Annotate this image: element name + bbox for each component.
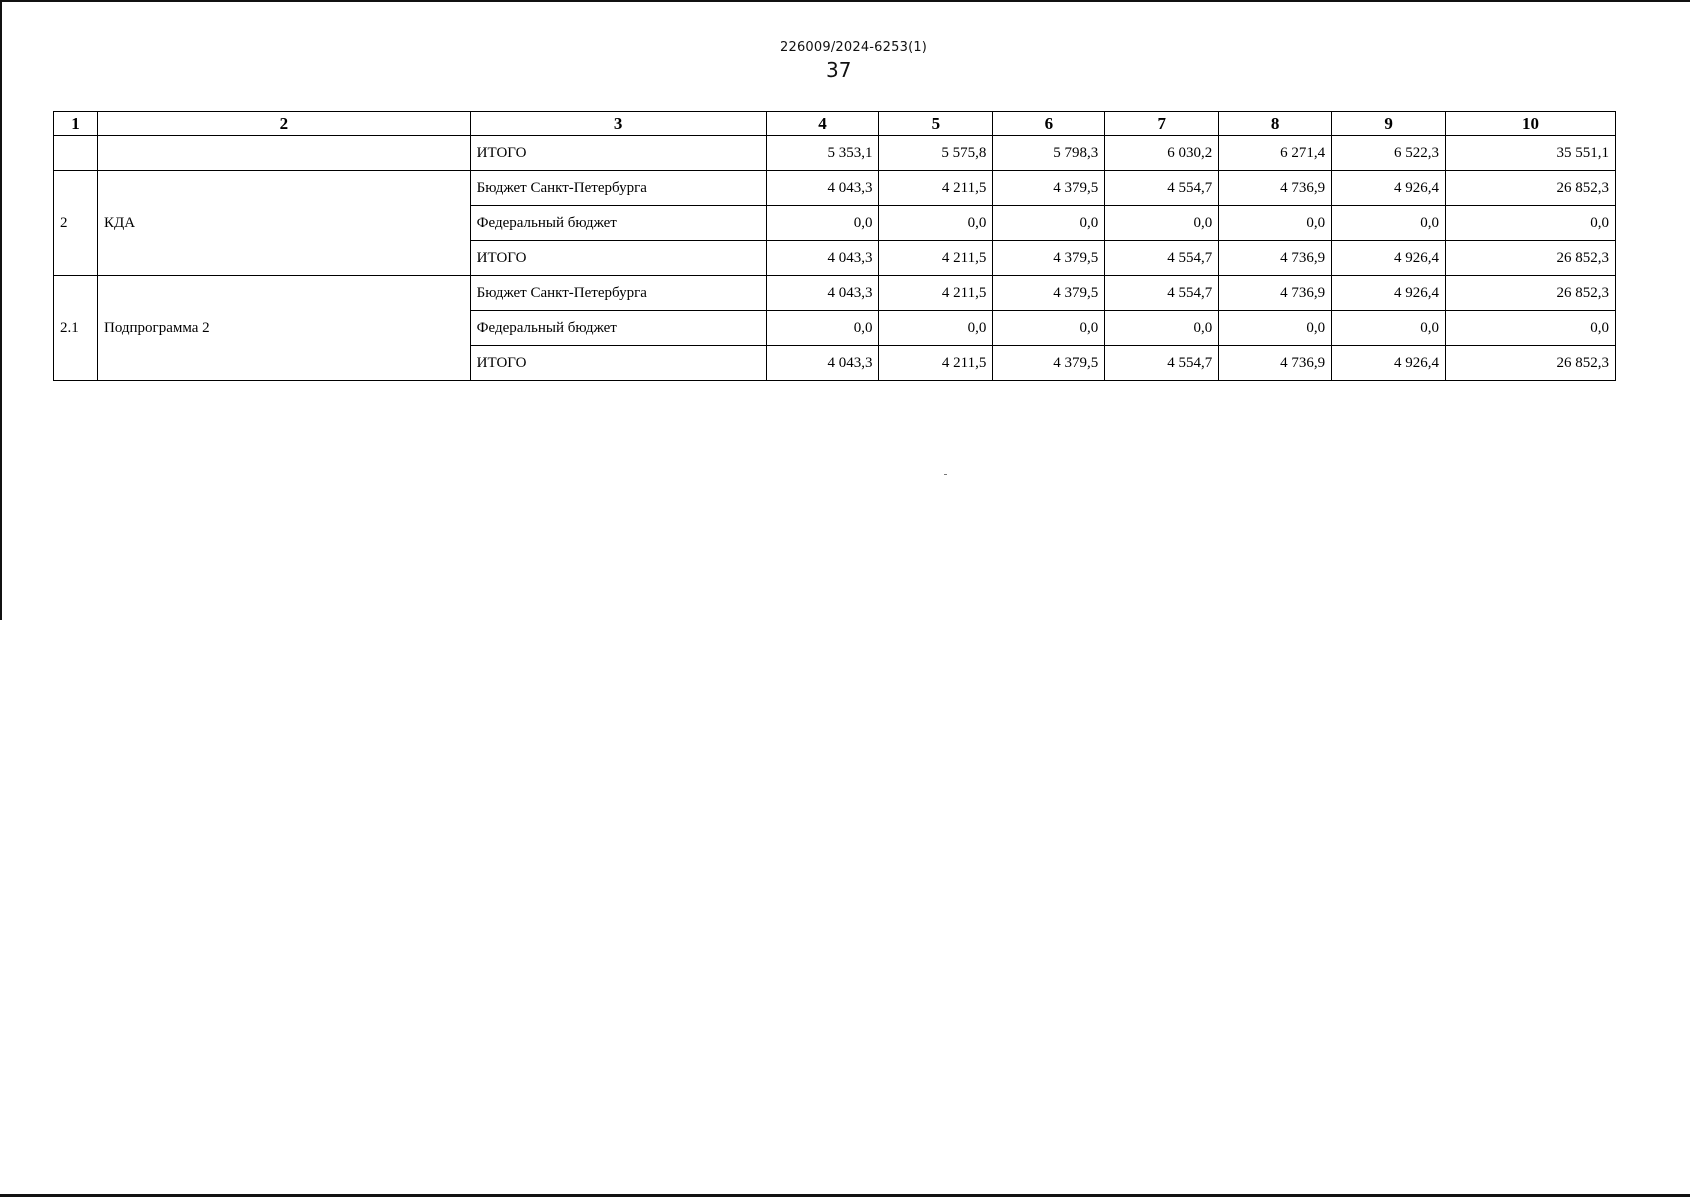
value-cell: 4 379,5 bbox=[993, 276, 1105, 311]
value-cell: 0,0 bbox=[766, 206, 879, 241]
value-cell: 26 852,3 bbox=[1446, 171, 1616, 206]
scan-edge-top bbox=[0, 0, 1690, 2]
value-cell: 0,0 bbox=[1105, 206, 1219, 241]
value-cell: 0,0 bbox=[1332, 206, 1446, 241]
value-cell: 5 353,1 bbox=[766, 136, 879, 171]
value-cell: 4 736,9 bbox=[1219, 276, 1332, 311]
value-cell: 4 211,5 bbox=[879, 241, 993, 276]
table-header-row bbox=[54, 112, 1616, 136]
row-code-cell bbox=[54, 136, 98, 171]
value-cell: 4 554,7 bbox=[1105, 241, 1219, 276]
value-cell: 0,0 bbox=[879, 206, 993, 241]
value-cell: 6 030,2 bbox=[1105, 136, 1219, 171]
funding-source-cell: Федеральный бюджет bbox=[470, 206, 766, 241]
value-cell: 4 926,4 bbox=[1332, 241, 1446, 276]
value-cell: 26 852,3 bbox=[1446, 276, 1616, 311]
value-cell: 4 043,3 bbox=[766, 346, 879, 381]
value-cell: 6 522,3 bbox=[1332, 136, 1446, 171]
row-name-cell bbox=[97, 136, 470, 171]
row-name-cell: Подпрограмма 2 bbox=[97, 276, 470, 381]
page-number: 37 bbox=[826, 58, 852, 82]
value-cell: 0,0 bbox=[993, 311, 1105, 346]
scan-edge-left bbox=[0, 0, 2, 620]
funding-source-cell: Федеральный бюджет bbox=[470, 311, 766, 346]
table-row bbox=[54, 276, 1616, 311]
value-cell: 4 043,3 bbox=[766, 171, 879, 206]
value-cell: 4 926,4 bbox=[1332, 276, 1446, 311]
value-cell: 0,0 bbox=[993, 206, 1105, 241]
value-cell: 4 926,4 bbox=[1332, 171, 1446, 206]
value-cell: 35 551,1 bbox=[1446, 136, 1616, 171]
value-cell: 4 379,5 bbox=[993, 346, 1105, 381]
value-cell: 0,0 bbox=[1219, 206, 1332, 241]
column-header: 4 bbox=[766, 112, 879, 136]
value-cell: 6 271,4 bbox=[1219, 136, 1332, 171]
column-header: 7 bbox=[1105, 112, 1219, 136]
value-cell: 0,0 bbox=[879, 311, 993, 346]
value-cell: 4 043,3 bbox=[766, 276, 879, 311]
value-cell: 4 211,5 bbox=[879, 346, 993, 381]
table-row bbox=[54, 136, 1616, 171]
document-registration-number: 226009/2024-6253(1) bbox=[780, 40, 928, 55]
value-cell: 0,0 bbox=[1332, 311, 1446, 346]
value-cell: 4 379,5 bbox=[993, 241, 1105, 276]
value-cell: 4 926,4 bbox=[1332, 346, 1446, 381]
value-cell: 4 736,9 bbox=[1219, 241, 1332, 276]
column-header: 1 bbox=[54, 112, 98, 136]
value-cell: 26 852,3 bbox=[1446, 241, 1616, 276]
value-cell: 0,0 bbox=[1446, 311, 1616, 346]
value-cell: 4 211,5 bbox=[879, 276, 993, 311]
financing-table bbox=[53, 111, 1616, 381]
row-code-cell: 2 bbox=[54, 171, 98, 276]
column-header: 8 bbox=[1219, 112, 1332, 136]
column-header: 6 bbox=[993, 112, 1105, 136]
value-cell: 26 852,3 bbox=[1446, 346, 1616, 381]
table-row bbox=[54, 171, 1616, 206]
row-code-cell: 2.1 bbox=[54, 276, 98, 381]
value-cell: 4 211,5 bbox=[879, 171, 993, 206]
row-name-cell: КДА bbox=[97, 171, 470, 276]
funding-source-cell: ИТОГО bbox=[470, 346, 766, 381]
value-cell: 0,0 bbox=[766, 311, 879, 346]
column-header: 3 bbox=[470, 112, 766, 136]
value-cell: 5 798,3 bbox=[993, 136, 1105, 171]
column-header: 2 bbox=[97, 112, 470, 136]
funding-source-cell: ИТОГО bbox=[470, 136, 766, 171]
column-header: 9 bbox=[1332, 112, 1446, 136]
value-cell: 0,0 bbox=[1446, 206, 1616, 241]
value-cell: 0,0 bbox=[1105, 311, 1219, 346]
value-cell: 4 554,7 bbox=[1105, 346, 1219, 381]
scan-edge-bottom bbox=[0, 1194, 1690, 1197]
value-cell: 5 575,8 bbox=[879, 136, 993, 171]
value-cell: 4 554,7 bbox=[1105, 276, 1219, 311]
value-cell: 4 043,3 bbox=[766, 241, 879, 276]
value-cell: 4 379,5 bbox=[993, 171, 1105, 206]
value-cell: 0,0 bbox=[1219, 311, 1332, 346]
funding-source-cell: Бюджет Санкт-Петербурга bbox=[470, 276, 766, 311]
column-header: 5 bbox=[879, 112, 993, 136]
value-cell: 4 736,9 bbox=[1219, 346, 1332, 381]
scan-artifact bbox=[944, 474, 947, 475]
column-header: 10 bbox=[1446, 112, 1616, 136]
value-cell: 4 736,9 bbox=[1219, 171, 1332, 206]
funding-source-cell: Бюджет Санкт-Петербурга bbox=[470, 171, 766, 206]
value-cell: 4 554,7 bbox=[1105, 171, 1219, 206]
funding-source-cell: ИТОГО bbox=[470, 241, 766, 276]
